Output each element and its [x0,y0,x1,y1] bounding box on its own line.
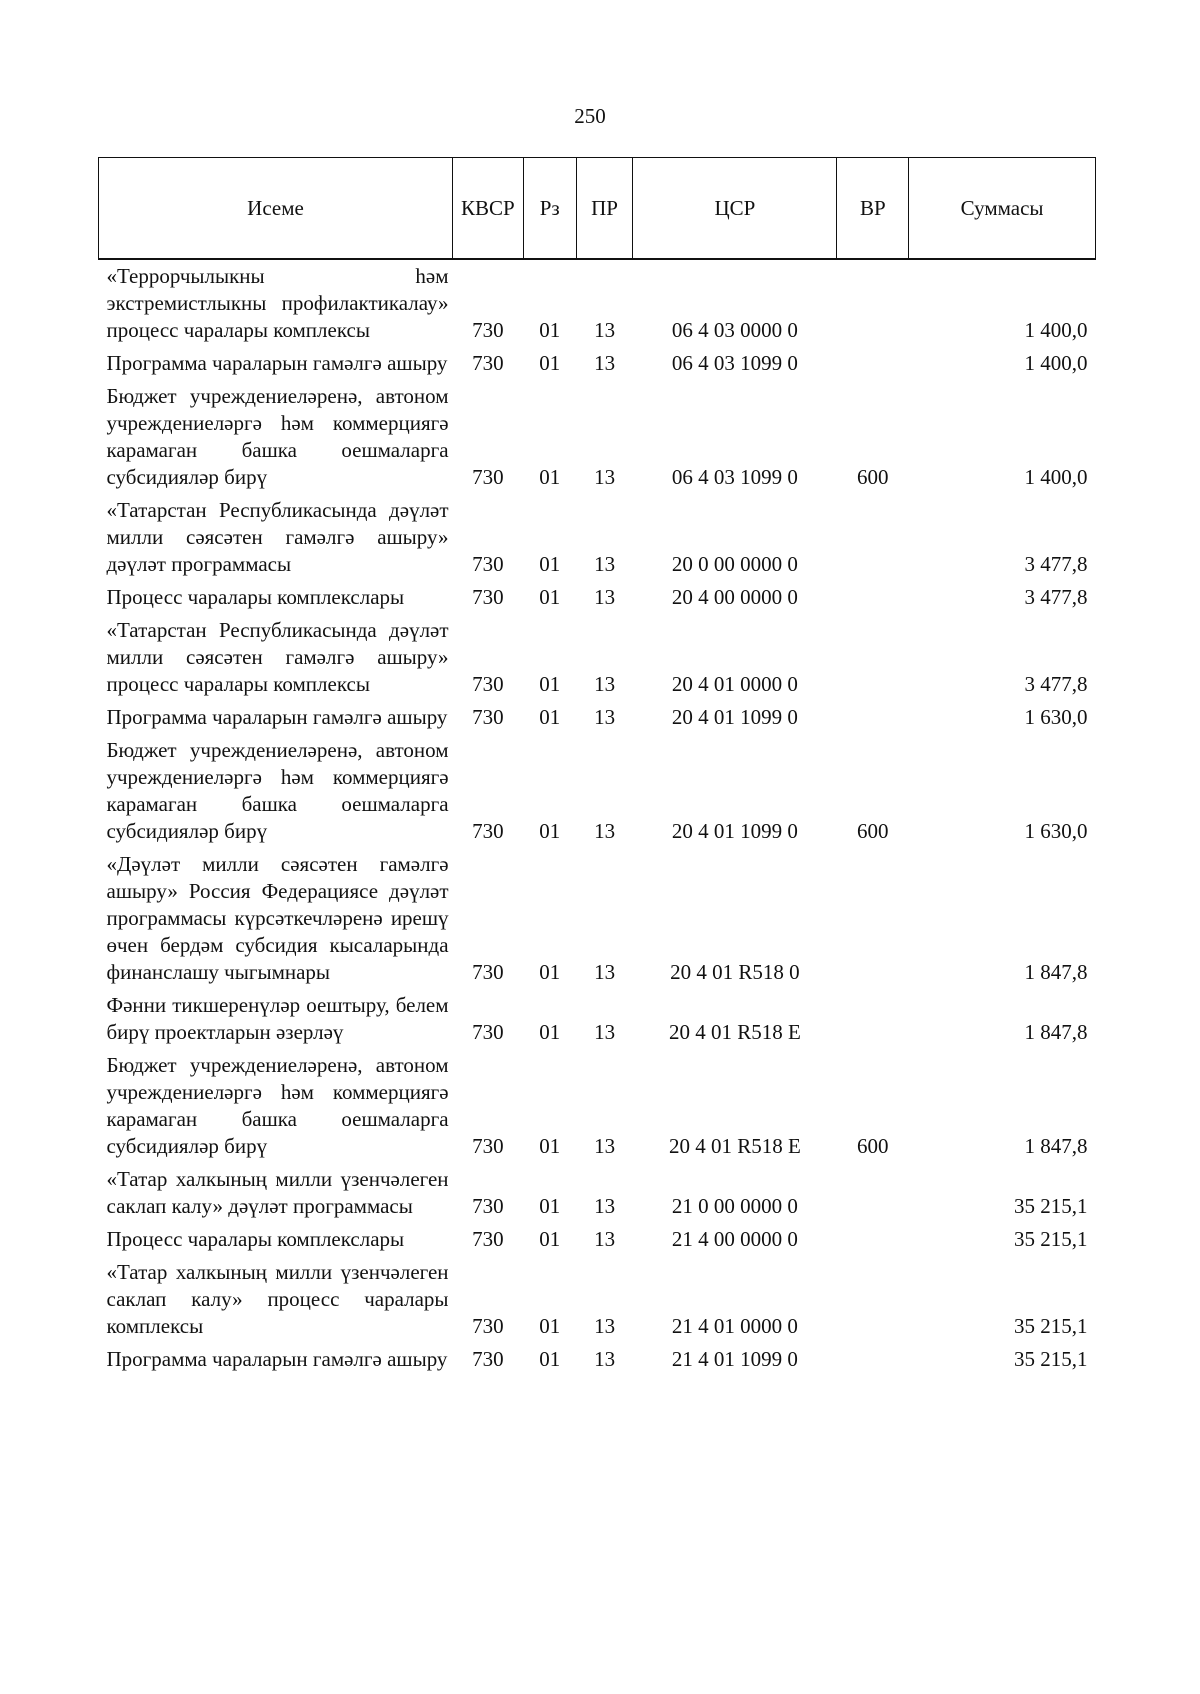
cell-vr [837,581,909,614]
cell-pr: 13 [594,465,616,489]
cell-rz: 01 [539,960,561,984]
cell-name: «Террорчылыкны һәм экстремистлыкны профилактикалау» процесс чаралары комплексы [106,264,449,342]
page-number: 250 [574,104,606,128]
header-pr: ПР [576,158,632,260]
cell-csr: 06 4 03 0000 0 [671,318,798,342]
cell-sum: 3 477,8 [1024,552,1088,576]
cell-rz: 01 [539,1020,561,1044]
cell-sum: 1 400,0 [1024,351,1088,375]
cell-name: Программа чараларын гамәлгә ашыру [106,1347,448,1371]
cell-name: Фәнни тикшеренүләр оештыру, белем бирү проектларын әзерләү [106,993,449,1044]
cell-sum: 1 630,0 [1024,705,1088,729]
table-row [99,848,1096,989]
cell-csr: 06 4 03 1099 0 [671,351,798,375]
table-row [99,1223,1096,1256]
cell-csr: 20 4 01 1099 0 [671,819,798,843]
cell-pr: 13 [594,318,616,342]
cell-pr: 13 [594,960,616,984]
cell-csr: 20 0 00 0000 0 [671,552,798,576]
table-row [99,989,1096,1049]
table-row [99,347,1096,380]
cell-name: Процесс чаралары комплекслары [106,1227,405,1251]
cell-rz: 01 [539,1314,561,1338]
cell-sum: 35 215,1 [1014,1314,1088,1338]
cell-rz: 01 [539,1347,561,1371]
cell-pr: 13 [594,1134,616,1158]
cell-vr [837,989,909,1049]
header-sum: Суммасы [909,158,1096,260]
cell-sum: 35 215,1 [1014,1347,1088,1371]
cell-kvsr: 730 [472,1314,504,1338]
table-header-row [99,158,1096,260]
header-csr: ЦСР [633,158,837,260]
cell-kvsr: 730 [472,552,504,576]
cell-csr: 06 4 03 1099 0 [671,465,798,489]
cell-vr [837,347,909,380]
table-row [99,581,1096,614]
cell-sum: 3 477,8 [1024,672,1088,696]
cell-name: «Дәүләт милли сәясәтен гамәлгә ашыру» Россия Федерациясе дәүләт программасы күрсәткечләренә ирешү өчен бердәм субсидия кысаларында финанслашу чыгымнары [106,852,449,984]
cell-csr: 21 4 01 0000 0 [671,1314,798,1338]
cell-rz: 01 [539,1227,561,1251]
cell-sum: 35 215,1 [1014,1194,1088,1218]
header-vr: ВР [837,158,909,260]
cell-name: Программа чараларын гамәлгә ашыру [106,351,448,375]
cell-sum: 1 847,8 [1024,960,1088,984]
table-body [99,259,1096,1376]
cell-kvsr: 730 [472,1020,504,1044]
cell-vr [837,1256,909,1343]
cell-rz: 01 [539,1134,561,1158]
cell-pr: 13 [594,1227,616,1251]
cell-kvsr: 730 [472,672,504,696]
header-rz: Рз [523,158,576,260]
cell-kvsr: 730 [472,318,504,342]
cell-kvsr: 730 [472,351,504,375]
cell-kvsr: 730 [472,585,504,609]
cell-rz: 01 [539,585,561,609]
cell-sum: 1 400,0 [1024,465,1088,489]
cell-name: Бюджет учреждениеләренә, автоном учреждениеләргә һәм коммерциягә карамаган башка оешмаларга субсидияләр бирү [106,384,449,489]
cell-rz: 01 [539,672,561,696]
table-row [99,494,1096,581]
cell-kvsr: 730 [472,1227,504,1251]
cell-vr [837,1223,909,1256]
cell-csr: 20 4 00 0000 0 [671,585,798,609]
cell-csr: 20 4 01 R518 0 [670,960,800,984]
cell-pr: 13 [594,1347,616,1371]
header-kvsr: КВСР [453,158,524,260]
cell-kvsr: 730 [472,819,504,843]
cell-vr [837,701,909,734]
cell-name: Процесс чаралары комплекслары [106,585,405,609]
cell-rz: 01 [539,465,561,489]
table-row [99,1343,1096,1376]
cell-vr [837,494,909,581]
cell-kvsr: 730 [472,1347,504,1371]
cell-vr [837,259,909,347]
cell-name: «Татарстан Республикасында дәүләт милли сәясәтен гамәлгә ашыру» процесс чаралары комплексы [106,618,449,696]
cell-vr: 600 [857,819,889,843]
cell-name: «Татар халкының милли үзенчәлеген саклап калу» процесс чаралары комплексы [106,1260,449,1338]
cell-rz: 01 [539,819,561,843]
cell-pr: 13 [594,819,616,843]
cell-pr: 13 [594,552,616,576]
table-row [99,380,1096,494]
table-row [99,1256,1096,1343]
table-row [99,259,1096,347]
cell-csr: 21 4 00 0000 0 [671,1227,798,1251]
cell-csr: 20 4 01 R518 E [668,1020,801,1044]
cell-pr: 13 [594,585,616,609]
cell-sum: 3 477,8 [1024,585,1088,609]
cell-pr: 13 [594,705,616,729]
cell-kvsr: 730 [472,960,504,984]
cell-pr: 13 [594,1314,616,1338]
cell-csr: 21 0 00 0000 0 [671,1194,798,1218]
cell-name: Бюджет учреждениеләренә, автоном учреждениеләргә һәм коммерциягә карамаган башка оешмаларга субсидияләр бирү [106,1053,449,1158]
cell-vr: 600 [857,1134,889,1158]
cell-sum: 1 630,0 [1024,819,1088,843]
cell-rz: 01 [539,705,561,729]
table-row [99,701,1096,734]
cell-sum: 35 215,1 [1014,1227,1088,1251]
cell-csr: 21 4 01 1099 0 [671,1347,798,1371]
cell-sum: 1 847,8 [1024,1020,1088,1044]
cell-name: Бюджет учреждениеләренә, автоном учреждениеләргә һәм коммерциягә карамаган башка оешмаларга субсидияләр бирү [106,738,449,843]
cell-rz: 01 [539,318,561,342]
cell-vr [837,1163,909,1223]
cell-name: «Татар халкының милли үзенчәлеген саклап калу» дәүләт программасы [106,1167,449,1218]
cell-name: «Татарстан Республикасында дәүләт милли сәясәтен гамәлгә ашыру» дәүләт программасы [106,498,449,576]
cell-csr: 20 4 01 R518 E [668,1134,801,1158]
cell-sum: 1 847,8 [1024,1134,1088,1158]
cell-pr: 13 [594,1194,616,1218]
table-row [99,1049,1096,1163]
cell-csr: 20 4 01 0000 0 [671,672,798,696]
cell-rz: 01 [539,1194,561,1218]
cell-csr: 20 4 01 1099 0 [671,705,798,729]
cell-vr [837,1343,909,1376]
header-name: Исеме [99,158,453,260]
cell-pr: 13 [594,672,616,696]
cell-kvsr: 730 [472,1194,504,1218]
table-row [99,1163,1096,1223]
cell-sum: 1 400,0 [1024,318,1088,342]
table-row [99,734,1096,848]
budget-table [98,157,1096,1376]
cell-kvsr: 730 [472,465,504,489]
cell-vr [837,614,909,701]
cell-kvsr: 730 [472,1134,504,1158]
cell-vr [837,848,909,989]
table-row [99,614,1096,701]
cell-pr: 13 [594,351,616,375]
cell-rz: 01 [539,351,561,375]
cell-rz: 01 [539,552,561,576]
cell-kvsr: 730 [472,705,504,729]
cell-pr: 13 [594,1020,616,1044]
cell-name: Программа чараларын гамәлгә ашыру [106,705,448,729]
cell-vr: 600 [857,465,889,489]
